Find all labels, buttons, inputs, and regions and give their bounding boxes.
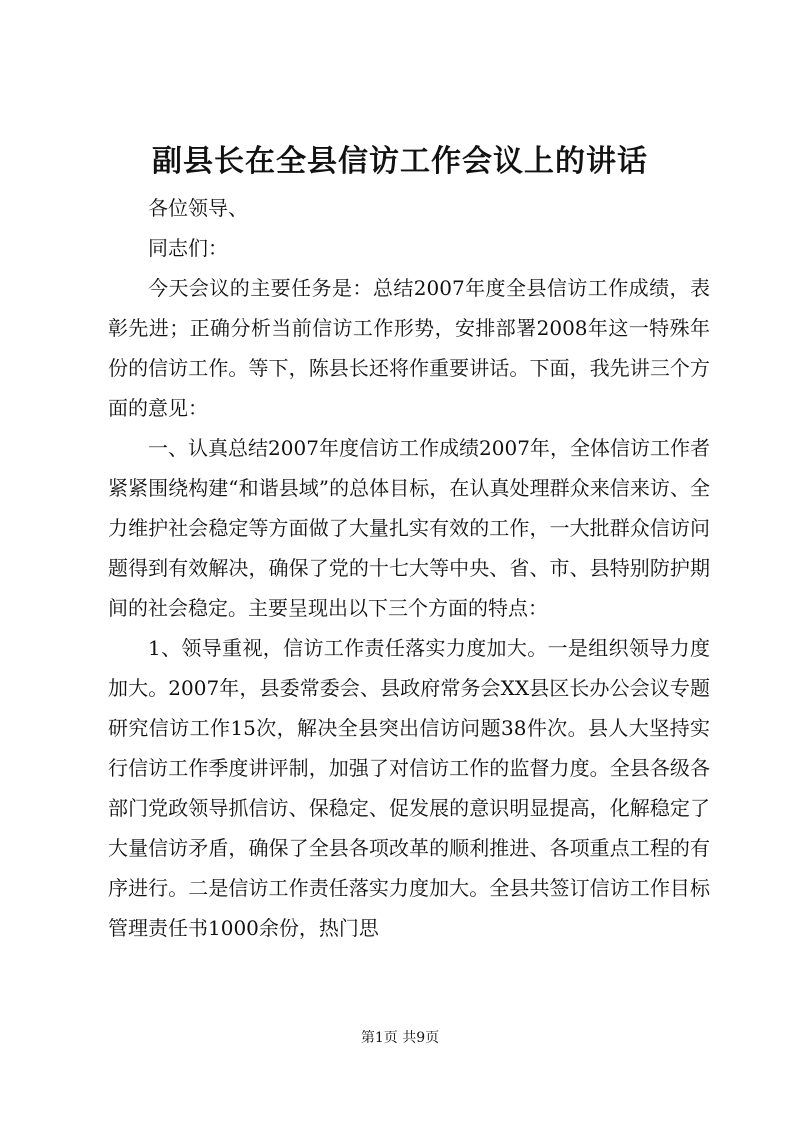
paragraph-intro: 今天会议的主要任务是：总结2007年度全县信访工作成绩，表彰先进；正确分析当前信访工作形势，安排部署2008年这一特殊年份的信访工作。等下，陈县长还将作重要讲话。下面，我先讲三个方面的意见：	[108, 276, 710, 420]
paragraph-section-one: 一、认真总结2007年度信访工作成绩2007年，全体信访工作者紧紧围绕构建“和谐县域”的总体目标，在认真处理群众来信来访、全力维护社会稳定等方面做了大量扎实有效的工作，一大批群众信访问题得到有效解决，确保了党的十七大等中央、省、市、县特别防护期间的社会稳定。主要呈现出以下三个方面的特点：	[108, 436, 710, 620]
salutation-leaders: 各位领导、	[148, 196, 248, 220]
document-body	[108, 188, 710, 948]
paragraph-point-one: 1、领导重视，信访工作责任落实力度加大。一是组织领导力度加大。2007年，县委常委会、县政府常务会XX县区长办公会议专题研究信访工作15次，解决全县突出信访问题38件次。县人大坚持实行信访工作季度讲评制，加强了对信访工作的监督力度。全县各级各部门党政领导抓信访、保稳定、促发展的意识明显提高，化解稳定了大量信访矛盾，确保了全县各项改革的顺利推进、各项重点工程的有序进行。二是信访工作责任落实力度加大。全县共签订信访工作目标管理责任书1000余份，热门思	[108, 636, 710, 940]
page-number: 第1页 共9页	[360, 1030, 440, 1046]
document-title: 副县长在全县信访工作会议上的讲话	[152, 144, 648, 179]
salutation-comrades: 同志们：	[148, 236, 228, 260]
